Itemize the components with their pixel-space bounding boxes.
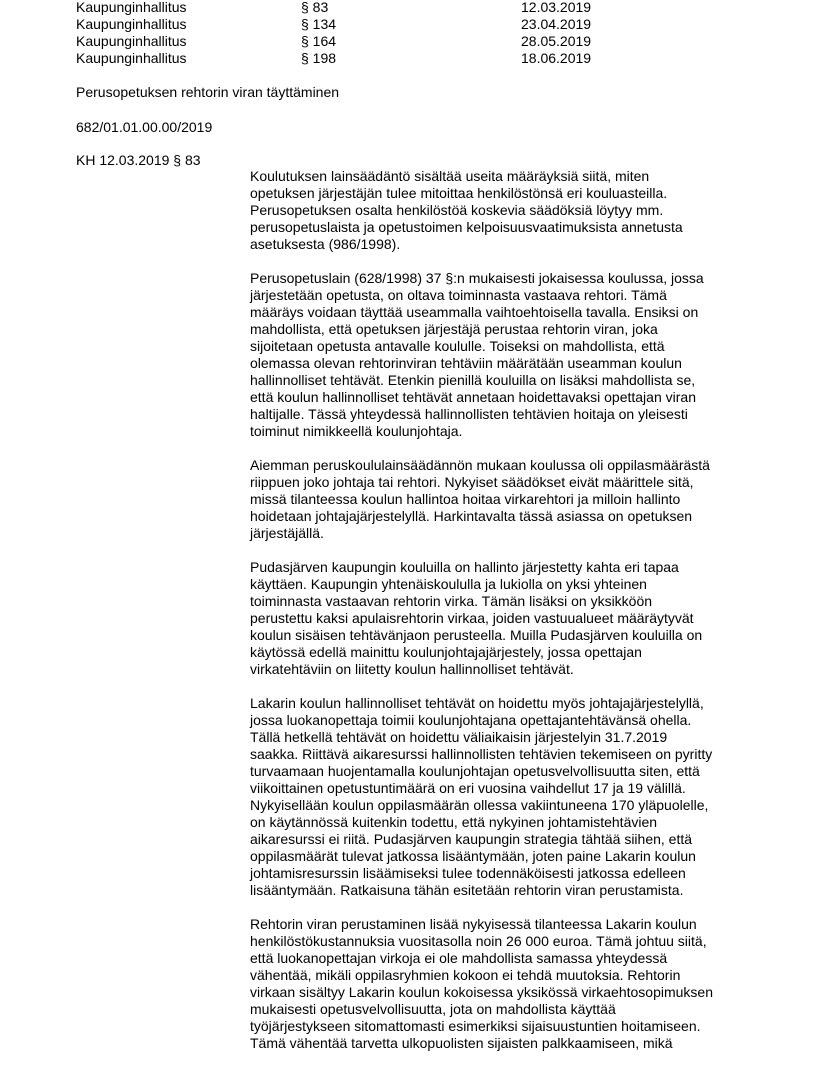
paragraph-line: lisääntymään. Ratkaisuna tähän esitetään rehtorin viran perustamista. — [250, 882, 684, 898]
paragraph-line: Nykyisellään koulun oppilasmäärän ollessa vakiintuneena 170 yläpuolelle, — [250, 797, 709, 813]
paragraph-line: mukaisesti opetusvelvollisuutta, jota on mahdollista käyttää — [250, 1001, 616, 1017]
history-date: 23.04.2019 — [521, 16, 592, 32]
paragraph-line: Koulutuksen lainsäädäntö sisältää useita määräyksiä siitä, miten — [250, 168, 650, 184]
paragraph-line: Tämä vähentää tarvetta ulkopuolisten sijaisten palkkaamiseen, mikä — [250, 1035, 673, 1051]
paragraph — [250, 168, 720, 253]
paragraph — [250, 270, 720, 440]
document-title: Perusopetuksen rehtorin viran täyttäminen — [76, 84, 340, 100]
history-date: 12.03.2019 — [521, 0, 592, 15]
paragraph-line: Aiemman peruskoululainsäädännön mukaan koulussa oli oppilasmäärästä — [250, 457, 710, 473]
history-section: § 198 — [301, 50, 337, 66]
paragraph-line: Rehtorin viran perustaminen lisää nykyisessä tilanteessa Lakarin koulun — [250, 916, 697, 932]
paragraph-line: jossa luokanopettaja toimii koulunjohtajana opettajantehtävänsä ohella. — [250, 712, 692, 728]
document-body — [250, 168, 720, 1069]
paragraph-line: johtamisresurssin lisäämiseksi tulee todennäköisesti jatkossa edelleen — [250, 865, 686, 881]
paragraph-line: määräys voidaan täyttää useammalla vaihtoehtoisella tavalla. Ensiksi on — [250, 304, 699, 320]
paragraph-line: turvaamaan huojentamalla koulunjohtajan opetusvelvollisuutta siten, että — [250, 763, 700, 779]
paragraph-line: sijoitetaan opetusta antavalle koululle. Toiseksi on mahdollista, että — [250, 338, 665, 354]
paragraph-line: oppilasmäärät tulevat jatkossa lisääntymään, joten paine Lakarin koulun — [250, 848, 696, 864]
paragraph-line: opetuksen järjestäjän tulee mitoittaa henkilöstönsä eri kouluasteilla. — [250, 185, 668, 201]
paragraph-line: käytössä edellä mainittu koulunjohtajajärjestely, jossa opettajan — [250, 644, 642, 660]
paragraph-line: on käytännössä kuitenkin todettu, että nykyinen johtamistehtävien — [250, 814, 658, 830]
paragraph-line: riippuen joko johtaja tai rehtori. Nykyiset säädökset eivät määrittele sitä, — [250, 474, 694, 490]
record-number: 682/01.01.00.00/2019 — [76, 119, 213, 135]
paragraph — [250, 559, 720, 678]
paragraph-line: viikoittainen opetustuntimäärä on eri vuosina vaihdellut 17 ja 19 välillä. — [250, 780, 686, 796]
history-body: Kaupunginhallitus — [76, 33, 187, 49]
paragraph-line: aikaresurssi ei riitä. Pudasjärven kaupungin strategia tähtää siihen, että — [250, 831, 693, 847]
paragraph-line: perusopetuslaista ja opetustoimen kelpoisuusvaatimuksista annetusta — [250, 219, 683, 235]
history-row — [76, 33, 776, 50]
history-row — [76, 0, 776, 16]
decision-reference: KH 12.03.2019 § 83 — [76, 152, 201, 168]
paragraph-line: virkatehtäviin on liitetty koulun hallinnolliset tehtävät. — [250, 661, 574, 677]
paragraph-line: että koulun hallinnolliset tehtävät annetaan hoidettavaksi opettajan viran — [250, 389, 696, 405]
paragraph-line: perustettu kaksi apulaisrehtorin virkaa, joiden vastuualueet määräytyvät — [250, 610, 694, 626]
history-section: § 134 — [301, 16, 337, 32]
paragraph-line: järjestäjällä. — [250, 525, 324, 541]
paragraph — [250, 457, 720, 542]
paragraph-line: vähentää, mikäli oppilasryhmien kokoon ei tehdä muutoksia. Rehtorin — [250, 967, 681, 983]
paragraph-line: Perusopetuksen osalta henkilöstöä koskevia säädöksiä löytyy mm. — [250, 202, 664, 218]
paragraph-line: olemassa olevan rehtorinviran tehtäviin määrätään useamman koulun — [250, 355, 682, 371]
history-section: § 83 — [301, 0, 329, 15]
history-section: § 164 — [301, 33, 337, 49]
paragraph-line: toiminnasta vastaavan rehtorin virka. Tämän lisäksi on yksikköön — [250, 593, 653, 609]
history-body: Kaupunginhallitus — [76, 50, 187, 66]
paragraph-line: Tällä hetkellä tehtävät on hoidettu väliaikaisin järjestelyin 31.7.2019 — [250, 729, 668, 745]
paragraph-line: Perusopetuslain (628/1998) 37 §:n mukaisesti jokaisessa koulussa, jossa — [250, 270, 704, 286]
history-date: 18.06.2019 — [521, 50, 592, 66]
paragraph-line: henkilöstökustannuksia vuositasolla noin 26 000 euroa. Tämä johtuu siitä, — [250, 933, 707, 949]
paragraph — [250, 916, 720, 1052]
history-row — [76, 16, 776, 33]
paragraph-line: toiminut nimikkeellä koulunjohtaja. — [250, 423, 463, 439]
paragraph-line: hallinnolliset tehtävät. Etenkin pienillä kouluilla on lisäksi mahdollista se, — [250, 372, 696, 388]
paragraph-line: virkaan sisältyy Lakarin koulun kokoisessa yksikössä virkaehtosopimuksen — [250, 984, 713, 1000]
paragraph-line: käyttäen. Kaupungin yhtenäiskoululla ja lukiolla on yksi yhteinen — [250, 576, 647, 592]
paragraph-line: että luokanopettajan virkoja ei ole mahdollista samassa yhteydessä — [250, 950, 668, 966]
history-row — [76, 50, 776, 67]
paragraph-line: missä tilanteessa koulun hallintoa hoitaa virkarehtori ja milloin hallinto — [250, 491, 681, 507]
history-date: 28.05.2019 — [521, 33, 592, 49]
history-body: Kaupunginhallitus — [76, 16, 187, 32]
paragraph-line: järjestetään opetusta, on oltava toiminnasta vastaava rehtori. Tämä — [250, 287, 667, 303]
paragraph-line: saakka. Riittävä aikaresurssi hallinnollisten tehtävien tekemiseen on pyritty — [250, 746, 713, 762]
paragraph-line: työjärjestykseen sitomattomasti esimerkiksi sijaisuustuntien hoitamiseen. — [250, 1018, 701, 1034]
paragraph-line: hoidetaan johtajajärjestelyllä. Harkintavalta tässä asiassa on opetuksen — [250, 508, 693, 524]
paragraph-line: Pudasjärven kaupungin kouluilla on hallinto järjestetty kahta eri tapaa — [250, 559, 679, 575]
paragraph-line: koulun sisäisen tehtävänjaon perusteella. Muilla Pudasjärven kouluilla on — [250, 627, 703, 643]
paragraph-line: asetuksesta (986/1998). — [250, 236, 401, 252]
history-body: Kaupunginhallitus — [76, 0, 187, 15]
paragraph-line: mahdollista, että opetuksen järjestäjä perustaa rehtorin viran, joka — [250, 321, 658, 337]
paragraph — [250, 695, 720, 899]
paragraph-line: haltijalle. Tässä yhteydessä hallinnollisten tehtävien hoitaja on yleisesti — [250, 406, 688, 422]
paragraph-line: Lakarin koulun hallinnolliset tehtävät on hoidettu myös johtajajärjestelyllä, — [250, 695, 704, 711]
